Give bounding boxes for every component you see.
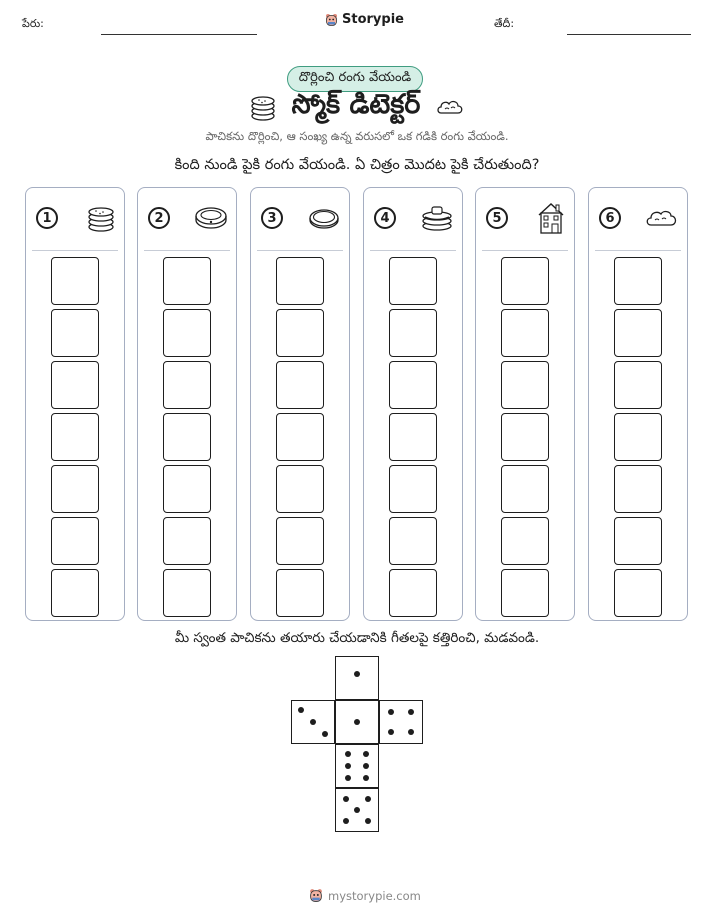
die-pip	[298, 707, 304, 713]
column-3	[250, 187, 350, 621]
column-5	[475, 187, 575, 621]
die-pip	[408, 729, 414, 735]
die-pip	[363, 775, 369, 781]
column-header	[599, 201, 679, 235]
color-cell[interactable]	[389, 465, 437, 513]
die-face-5	[335, 788, 379, 832]
smoke-cloud-icon	[436, 97, 464, 119]
color-cell[interactable]	[163, 517, 211, 565]
pancake-stack-icon	[420, 203, 454, 233]
color-cell[interactable]	[501, 257, 549, 305]
color-cell[interactable]	[501, 309, 549, 357]
color-cell[interactable]	[501, 465, 549, 513]
color-cell[interactable]	[51, 257, 99, 305]
cut-instruction: మీ స్వంత పాచికను తయారు చేయడానికి గీతలపై కత్తిరించి, మడవండి.	[174, 630, 540, 646]
column-divider	[482, 250, 568, 251]
color-cell[interactable]	[389, 413, 437, 461]
column-header	[261, 201, 341, 235]
color-cell[interactable]	[614, 517, 662, 565]
name-label: పేరు:	[22, 17, 44, 30]
color-cell[interactable]	[501, 361, 549, 409]
die-pip	[365, 818, 371, 824]
column-divider	[257, 250, 343, 251]
instruction: కింది నుండి పైకి రంగు వేయండి. ఏ చిత్రం మొదట పైకి చేరుతుంది?	[174, 157, 540, 173]
color-cell[interactable]	[163, 569, 211, 617]
page-title: స్మోక్ డిటెక్టర్	[291, 89, 421, 120]
color-cell[interactable]	[163, 257, 211, 305]
footer-site: mystorypie.com	[328, 888, 421, 903]
color-cell[interactable]	[389, 361, 437, 409]
die-face-4	[379, 700, 423, 744]
die-pip	[363, 751, 369, 757]
cookie-stack-icon	[86, 203, 116, 233]
color-cell[interactable]	[614, 465, 662, 513]
color-cell[interactable]	[163, 361, 211, 409]
color-cell[interactable]	[501, 413, 549, 461]
die-pip	[354, 807, 360, 813]
die-pip	[345, 763, 351, 769]
color-cell[interactable]	[51, 465, 99, 513]
die-pip	[345, 751, 351, 757]
die-face-3	[291, 700, 335, 744]
column-number: 1	[36, 207, 58, 229]
color-cell[interactable]	[501, 517, 549, 565]
column-number: 4	[374, 207, 396, 229]
column-header	[486, 201, 566, 235]
die-pip	[365, 796, 371, 802]
die-face-1	[335, 700, 379, 744]
column-4	[363, 187, 463, 621]
die-pip	[322, 731, 328, 737]
color-cell[interactable]	[163, 309, 211, 357]
column-divider	[144, 250, 230, 251]
color-cell[interactable]	[389, 517, 437, 565]
title-row	[0, 90, 714, 126]
color-cell[interactable]	[276, 517, 324, 565]
column-header	[374, 201, 454, 235]
color-cell[interactable]	[51, 309, 99, 357]
activity-badge: దొర్లించి రంగు వేయండి	[287, 66, 423, 92]
color-cell[interactable]	[389, 309, 437, 357]
column-header	[36, 201, 116, 235]
die-pip	[343, 796, 349, 802]
cookie-stack-icon	[250, 94, 276, 122]
die-pip	[363, 763, 369, 769]
brand-name: Storypie	[342, 12, 404, 27]
storypie-bear-icon	[325, 13, 338, 27]
subtitle: పాచికను దొర్లించి, ఆ సంఖ్య ఉన్న వరుసలో ఒక గడికి రంగు వేయండి.	[205, 129, 509, 143]
die-pip	[310, 719, 316, 725]
color-cell[interactable]	[614, 569, 662, 617]
brand-logo	[325, 12, 404, 27]
column-number: 3	[261, 207, 283, 229]
color-cell[interactable]	[501, 569, 549, 617]
smoke-cloud-icon	[645, 204, 679, 232]
color-cell[interactable]	[51, 413, 99, 461]
column-divider	[370, 250, 456, 251]
color-cell[interactable]	[276, 465, 324, 513]
column-number: 5	[486, 207, 508, 229]
die-face-1	[335, 656, 379, 700]
column-number: 6	[599, 207, 621, 229]
die-pip	[388, 709, 394, 715]
color-cell[interactable]	[51, 361, 99, 409]
color-cell[interactable]	[389, 257, 437, 305]
color-cell[interactable]	[163, 413, 211, 461]
color-cell[interactable]	[614, 413, 662, 461]
color-cell[interactable]	[614, 257, 662, 305]
color-cell[interactable]	[389, 569, 437, 617]
pan-icon	[307, 203, 341, 233]
smoke-detector-icon	[194, 203, 228, 233]
die-pip	[354, 671, 360, 677]
die-pip	[388, 729, 394, 735]
name-line	[101, 34, 257, 35]
date-label: తేదీ:	[494, 17, 515, 30]
die-pip	[354, 719, 360, 725]
column-number: 2	[148, 207, 170, 229]
color-cell[interactable]	[276, 413, 324, 461]
color-cell[interactable]	[163, 465, 211, 513]
column-6	[588, 187, 688, 621]
color-cell[interactable]	[614, 309, 662, 357]
color-cell[interactable]	[276, 309, 324, 357]
storypie-bear-icon	[309, 888, 323, 903]
column-2	[137, 187, 237, 621]
column-1	[25, 187, 125, 621]
die-face-6	[335, 744, 379, 788]
date-line	[567, 34, 691, 35]
die-pip	[345, 775, 351, 781]
column-header	[148, 201, 228, 235]
footer	[309, 888, 421, 903]
color-cell[interactable]	[614, 361, 662, 409]
die-pip	[408, 709, 414, 715]
color-cell[interactable]	[276, 257, 324, 305]
die-pip	[343, 818, 349, 824]
color-cell[interactable]	[276, 569, 324, 617]
column-divider	[595, 250, 681, 251]
color-cell[interactable]	[51, 569, 99, 617]
column-divider	[32, 250, 118, 251]
color-cell[interactable]	[276, 361, 324, 409]
color-cell[interactable]	[51, 517, 99, 565]
house-icon	[536, 201, 566, 235]
